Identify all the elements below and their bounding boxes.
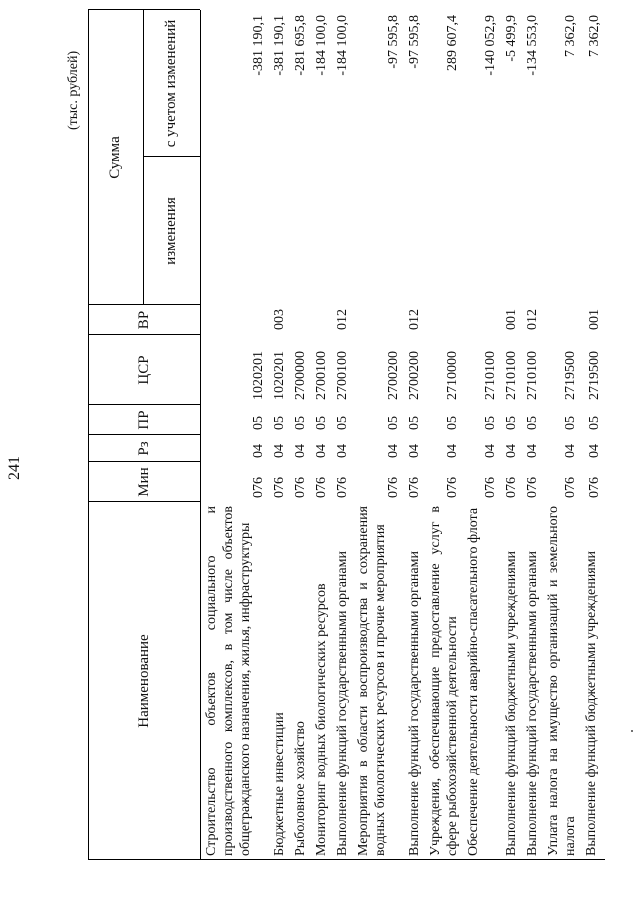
row-name: Выполнение функций бюджетными учреждениями [584, 550, 599, 856]
scan-speck [631, 730, 633, 732]
row-min: 076 [335, 477, 350, 498]
table-body [201, 10, 605, 860]
row-rz: 04 [251, 444, 266, 458]
col-with-changes-header: с учетом изменений [163, 19, 179, 148]
row-pr: 05 [445, 416, 460, 430]
row-min: 076 [293, 477, 308, 498]
row-vr: 012 [335, 309, 350, 330]
row-pr: 05 [251, 416, 266, 430]
row-rz: 04 [335, 444, 350, 458]
row-pr: 05 [272, 416, 287, 430]
row-min: 076 [386, 477, 401, 498]
row-pr: 05 [483, 416, 498, 430]
row-csr: 2700100 [335, 351, 350, 400]
row-min: 076 [504, 477, 519, 498]
row-pr: 05 [504, 416, 519, 430]
row-csr: 2710100 [483, 351, 498, 400]
table-row [332, 10, 353, 860]
row-min: 076 [563, 477, 578, 498]
table-row [201, 10, 269, 860]
row-pr: 05 [407, 416, 422, 430]
table-row [311, 10, 332, 860]
row-min: 076 [525, 477, 540, 498]
row-rz: 04 [525, 444, 540, 458]
row-min: 076 [251, 477, 266, 498]
col-csr-header: ЦСР [135, 355, 152, 385]
table-row [269, 10, 290, 860]
row-min: 076 [407, 477, 422, 498]
row-csr: 2710000 [445, 351, 460, 400]
col-vr-header: ВР [135, 310, 152, 330]
row-csr: 2710100 [525, 351, 540, 400]
col-summa-header: Сумма [107, 136, 123, 179]
row-name: Бюджетные инвестиции [272, 712, 287, 856]
row-pr: 05 [386, 416, 401, 430]
row-pr: 05 [525, 416, 540, 430]
row-rz: 04 [314, 444, 329, 458]
row-total: -184 100,0 [335, 15, 350, 76]
row-total: -5 499,9 [504, 15, 519, 62]
table-row [581, 10, 605, 860]
unit-label: (тыс. рублей) [66, 50, 81, 130]
row-total: -281 695,8 [293, 15, 308, 76]
row-name: Выполнение функций бюджетными учреждениями [504, 550, 519, 856]
row-min: 076 [272, 477, 287, 498]
row-rz: 04 [386, 444, 401, 458]
col-rz-header: Рз [135, 441, 152, 456]
row-csr: 2700200 [386, 351, 401, 400]
budget-table [88, 10, 605, 860]
row-rz: 04 [483, 444, 498, 458]
row-total: -381 190,1 [272, 15, 287, 76]
left-rule [201, 859, 605, 860]
row-name: Строительство объектов социального и производственного комплексов, в том числе объектов общегражданского назначения, жилья, инфраструктуры [204, 506, 253, 856]
row-vr: 003 [272, 309, 287, 330]
row-csr: 1020201 [272, 351, 287, 400]
row-total: 7 362,0 [563, 15, 578, 57]
row-rz: 04 [504, 444, 519, 458]
row-min: 076 [314, 477, 329, 498]
row-name: Уплата налога на имущество организаций и земельного налога [546, 506, 578, 856]
row-vr: 012 [407, 309, 422, 330]
row-rz: 04 [563, 444, 578, 458]
row-rz: 04 [272, 444, 287, 458]
row-pr: 05 [293, 416, 308, 430]
row-csr: 2700000 [293, 351, 308, 400]
table-row [463, 10, 501, 860]
table-row [290, 10, 311, 860]
row-rz: 04 [407, 444, 422, 458]
row-csr: 2719500 [563, 351, 578, 400]
row-csr: 2700100 [314, 351, 329, 400]
row-total: -140 052,9 [483, 15, 498, 76]
row-vr: 012 [525, 309, 540, 330]
row-name: Рыболовное хозяйство [293, 721, 308, 856]
col-name-header: Наименование [135, 634, 152, 728]
row-csr: 2710100 [504, 351, 519, 400]
row-csr: 2719500 [587, 351, 602, 400]
table-row [425, 10, 463, 860]
table-row [353, 10, 404, 860]
row-vr: 001 [504, 309, 519, 330]
row-rz: 04 [293, 444, 308, 458]
row-name: Выполнение функций государственными органами [525, 551, 540, 856]
col-min-header: Мин [135, 467, 152, 497]
row-total: 289 607,4 [445, 15, 460, 71]
table-row [404, 10, 425, 860]
row-total: -97 595,8 [407, 15, 422, 69]
row-pr: 05 [563, 416, 578, 430]
row-total: -184 100,0 [314, 15, 329, 76]
row-min: 076 [445, 477, 460, 498]
row-name: Мониторинг водных биологических ресурсов [314, 583, 329, 856]
row-rz: 04 [445, 444, 460, 458]
row-name: Мероприятия в области воспроизводства и сохранения водных биологических ресурсов и прочие мероприятия [356, 506, 388, 856]
row-pr: 05 [335, 416, 350, 430]
row-csr: 2700200 [407, 351, 422, 400]
table-row [543, 10, 581, 860]
table-row [522, 10, 543, 860]
row-rz: 04 [587, 444, 602, 458]
row-csr: 1020201 [251, 351, 266, 400]
col-pr-header: ПР [135, 410, 152, 430]
row-name: Обеспечение деятельности аварийно-спасательного флота [466, 507, 481, 856]
page-number: 241 [6, 456, 23, 480]
row-min: 076 [483, 477, 498, 498]
table-header [88, 10, 201, 860]
row-total: -97 595,8 [386, 15, 401, 69]
row-pr: 05 [587, 416, 602, 430]
col-changes-header: изменения [163, 197, 179, 265]
row-vr: 001 [587, 309, 602, 330]
row-total: -381 190,1 [251, 15, 266, 76]
row-name: Выполнение функций государственными органами [335, 551, 350, 856]
row-name: Учреждения, обеспечивающие предоставление услуг в сфере рыбохозяйственной деятельности [428, 506, 460, 856]
row-name: Выполнение функций государственными органами [407, 551, 422, 856]
row-pr: 05 [314, 416, 329, 430]
table-row [501, 10, 522, 860]
row-total: 7 362,0 [587, 15, 602, 57]
row-min: 076 [587, 477, 602, 498]
row-total: -134 553,0 [525, 15, 540, 76]
